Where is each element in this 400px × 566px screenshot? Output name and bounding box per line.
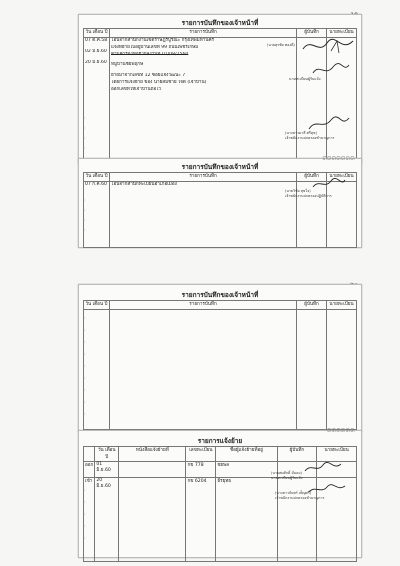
record-text: ย้ายมาจากเลขที่ 12 ซอยแจ้งวัฒนะ 7 (110, 73, 186, 79)
section-title: รายการบันทึกของเจ้าหน้าที่ (181, 291, 259, 299)
record-date: 02 มิ.ย.60 (85, 48, 107, 54)
registrar-stamp-title: เจ้าพนักงานปกครองปฏิบัติการ (285, 194, 332, 198)
notifier-name: ชยพล (216, 462, 277, 478)
registrar-stamp-name: (นางสาวจันทร์ เพ็ญศรี) (275, 491, 312, 495)
col-header-recorder: ผู้บันทึก (297, 29, 327, 38)
col-header-record: รายการบันทึก (109, 29, 296, 38)
col-header-date: วัน เดือน ปี (84, 173, 110, 182)
col-header-date: วัน เดือน ปี (84, 29, 110, 38)
record-text: ออกเลขที่ให้เจ้าบ้านถือไว้ (110, 86, 162, 92)
move-date: 01 มิ.ย.60 (95, 462, 119, 478)
col-header-recorder: ผู้บันทึก (297, 301, 327, 310)
record-date: 07 ต.ค.58 (85, 38, 108, 43)
col-header-record: รายการบันทึก (109, 301, 296, 310)
col-header-registrar: นายทะเบียน (327, 29, 357, 38)
record-text: แจ้งที่ย้ายไปอยู่บ้านเลขที่ 99 ถนนเพชรเกษม (110, 44, 199, 50)
col-header-notice-no: หนังสือแจ้งย้ายที่ (119, 447, 186, 462)
registrar-stamp-title: เจ้าพนักงานปกครองชำนาญการ (275, 496, 325, 500)
recorder-stamp: (นายสุรชัย ทองดี) (267, 43, 295, 47)
registrar-stamp-name: (นางสาวมาลี ศรีสุข) (285, 131, 317, 135)
col-header-date: วัน เดือน ปี (84, 301, 110, 310)
move-type: เข้า (84, 478, 95, 562)
col-header-recorder: ผู้บันทึก (297, 173, 327, 182)
col-header-registrar: นายทะเบียน (327, 301, 357, 310)
registrar-stamp-name: (นายวิชัย สุขใจ) (285, 189, 311, 193)
reg-no: กข 778 (186, 462, 216, 478)
registrar-stamp-title: นายทะเบียนผู้รับแจ้ง (271, 476, 303, 480)
notifier-name: ธีรยุทธ (216, 478, 277, 562)
record-text: โอนจากสำนักทะเบียนอำเภอเมือง (110, 182, 177, 187)
col-header-record: รายการบันทึก (109, 173, 296, 182)
section-title: รายการบันทึกของเจ้าหน้าที่ (181, 19, 259, 27)
col-header-registrar: นายทะเบียน (327, 173, 357, 182)
registrar-stamp-name: นายทะเบียนผู้รับแจ้ง (289, 77, 321, 81)
record-date: 07 ก.ค.60 (85, 182, 107, 187)
col-header-registrar: นายทะเบียน (317, 447, 357, 462)
decorative-pattern: ᘏᘏᘏᘏᘏᘏᘏ (322, 156, 355, 162)
record-text: หมู่บ้านชัยพฤกษ์ (110, 62, 144, 68)
move-date: 20 มิ.ย.60 (95, 478, 119, 562)
decorative-pattern: ᘏᘏᘏᘏᘏᘏ (327, 428, 355, 434)
reg-no: กข 6204 (186, 478, 216, 562)
record-text: โอนจากสำนักงานเขตราษฎร์บูรณะ กรุงเทพมหานคร (110, 38, 214, 43)
registrar-stamp-title: เจ้าพนักงานปกครองชำนาญการ (285, 136, 335, 140)
section-title: รายการแจ้งย้าย (197, 437, 243, 445)
record-text: โดยการแจ้งย้าย ของ นายสมชาย ใจดี (เจ้าบ้าน) (110, 79, 207, 85)
record-date: 20 มิ.ย.60 (85, 59, 107, 65)
col-header-recorder: ผู้บันทึก (277, 447, 317, 462)
col-header-date: วัน เดือน ปี (95, 447, 119, 462)
col-header-notifier: ชื่อผู้แจ้งย้ายที่อยู่ (216, 447, 277, 462)
section-title: รายการบันทึกของเจ้าหน้าที่ (181, 163, 259, 171)
record-text: ตามคำร้องขอย้ายลงวันที่ 01/08/2560 (110, 51, 189, 57)
col-header-reg-no: เลขทะเบียน (186, 447, 216, 462)
registrar-stamp-name: (นายสมศักดิ์ มั่นคง) (271, 471, 302, 475)
move-type: ออก (84, 462, 95, 478)
